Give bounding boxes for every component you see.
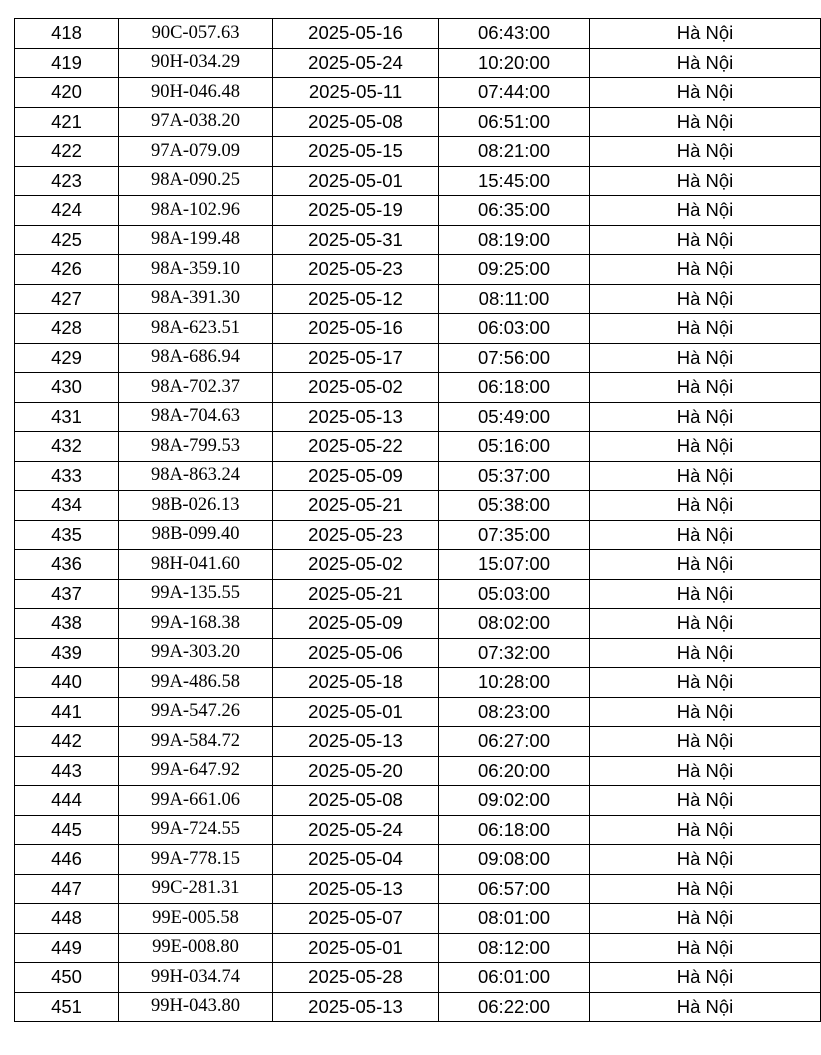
table-row (15, 550, 821, 580)
violations-table (14, 18, 821, 1022)
row-number-cell: 428 (15, 314, 119, 344)
time-cell: 07:44:00 (439, 78, 590, 108)
time-cell: 06:51:00 (439, 107, 590, 137)
row-number-cell: 427 (15, 284, 119, 314)
time-cell: 05:38:00 (439, 491, 590, 521)
date-cell: 2025-05-23 (273, 255, 439, 285)
time-cell: 08:19:00 (439, 225, 590, 255)
city-cell: Hà Nội (590, 874, 821, 904)
date-cell: 2025-05-01 (273, 697, 439, 727)
row-number-cell: 436 (15, 550, 119, 580)
date-cell: 2025-05-02 (273, 550, 439, 580)
table-row (15, 19, 821, 49)
city-cell: Hà Nội (590, 904, 821, 934)
row-number-cell: 432 (15, 432, 119, 462)
city-cell: Hà Nội (590, 107, 821, 137)
license-plate-cell: 99H-034.74 (119, 963, 273, 993)
date-cell: 2025-05-15 (273, 137, 439, 167)
table-row (15, 166, 821, 196)
table-row (15, 107, 821, 137)
city-cell: Hà Nội (590, 432, 821, 462)
license-plate-cell: 99A-778.15 (119, 845, 273, 875)
time-cell: 06:20:00 (439, 756, 590, 786)
time-cell: 05:03:00 (439, 579, 590, 609)
date-cell: 2025-05-09 (273, 461, 439, 491)
row-number-cell: 421 (15, 107, 119, 137)
time-cell: 09:25:00 (439, 255, 590, 285)
row-number-cell: 451 (15, 992, 119, 1022)
date-cell: 2025-05-16 (273, 19, 439, 49)
table-row (15, 668, 821, 698)
time-cell: 06:22:00 (439, 992, 590, 1022)
city-cell: Hà Nội (590, 225, 821, 255)
table-row (15, 255, 821, 285)
date-cell: 2025-05-17 (273, 343, 439, 373)
row-number-cell: 435 (15, 520, 119, 550)
table-row (15, 225, 821, 255)
city-cell: Hà Nội (590, 756, 821, 786)
row-number-cell: 430 (15, 373, 119, 403)
city-cell: Hà Nội (590, 284, 821, 314)
date-cell: 2025-05-19 (273, 196, 439, 226)
row-number-cell: 437 (15, 579, 119, 609)
city-cell: Hà Nội (590, 48, 821, 78)
date-cell: 2025-05-06 (273, 638, 439, 668)
time-cell: 06:18:00 (439, 373, 590, 403)
row-number-cell: 418 (15, 19, 119, 49)
license-plate-cell: 98B-026.13 (119, 491, 273, 521)
row-number-cell: 423 (15, 166, 119, 196)
table-row (15, 461, 821, 491)
row-number-cell: 422 (15, 137, 119, 167)
table-row (15, 432, 821, 462)
date-cell: 2025-05-01 (273, 166, 439, 196)
table-row (15, 933, 821, 963)
time-cell: 08:23:00 (439, 697, 590, 727)
table-row (15, 196, 821, 226)
city-cell: Hà Nội (590, 196, 821, 226)
license-plate-cell: 99A-303.20 (119, 638, 273, 668)
table-row (15, 697, 821, 727)
city-cell: Hà Nội (590, 786, 821, 816)
time-cell: 06:27:00 (439, 727, 590, 757)
city-cell: Hà Nội (590, 19, 821, 49)
time-cell: 08:01:00 (439, 904, 590, 934)
time-cell: 05:16:00 (439, 432, 590, 462)
row-number-cell: 433 (15, 461, 119, 491)
license-plate-cell: 98A-702.37 (119, 373, 273, 403)
city-cell: Hà Nội (590, 727, 821, 757)
city-cell: Hà Nội (590, 845, 821, 875)
license-plate-cell: 98A-090.25 (119, 166, 273, 196)
license-plate-cell: 98A-623.51 (119, 314, 273, 344)
city-cell: Hà Nội (590, 255, 821, 285)
time-cell: 06:57:00 (439, 874, 590, 904)
table-row (15, 874, 821, 904)
date-cell: 2025-05-08 (273, 786, 439, 816)
table-row (15, 756, 821, 786)
date-cell: 2025-05-04 (273, 845, 439, 875)
license-plate-cell: 98A-199.48 (119, 225, 273, 255)
license-plate-cell: 98A-704.63 (119, 402, 273, 432)
time-cell: 15:07:00 (439, 550, 590, 580)
table-row (15, 609, 821, 639)
time-cell: 08:02:00 (439, 609, 590, 639)
table-row (15, 638, 821, 668)
table-row (15, 373, 821, 403)
table-row (15, 992, 821, 1022)
license-plate-cell: 98A-799.53 (119, 432, 273, 462)
row-number-cell: 446 (15, 845, 119, 875)
time-cell: 06:03:00 (439, 314, 590, 344)
city-cell: Hà Nội (590, 166, 821, 196)
table-row (15, 579, 821, 609)
row-number-cell: 449 (15, 933, 119, 963)
row-number-cell: 445 (15, 815, 119, 845)
row-number-cell: 431 (15, 402, 119, 432)
license-plate-cell: 99A-135.55 (119, 579, 273, 609)
table-row (15, 491, 821, 521)
row-number-cell: 434 (15, 491, 119, 521)
time-cell: 08:12:00 (439, 933, 590, 963)
license-plate-cell: 98A-391.30 (119, 284, 273, 314)
city-cell: Hà Nội (590, 992, 821, 1022)
city-cell: Hà Nội (590, 314, 821, 344)
table-row (15, 402, 821, 432)
row-number-cell: 450 (15, 963, 119, 993)
date-cell: 2025-05-28 (273, 963, 439, 993)
time-cell: 06:01:00 (439, 963, 590, 993)
license-plate-cell: 99E-008.80 (119, 933, 273, 963)
date-cell: 2025-05-02 (273, 373, 439, 403)
date-cell: 2025-05-13 (273, 874, 439, 904)
license-plate-cell: 99A-647.92 (119, 756, 273, 786)
date-cell: 2025-05-20 (273, 756, 439, 786)
city-cell: Hà Nội (590, 933, 821, 963)
city-cell: Hà Nội (590, 461, 821, 491)
row-number-cell: 444 (15, 786, 119, 816)
license-plate-cell: 99A-547.26 (119, 697, 273, 727)
date-cell: 2025-05-11 (273, 78, 439, 108)
table-row (15, 727, 821, 757)
date-cell: 2025-05-13 (273, 727, 439, 757)
city-cell: Hà Nội (590, 963, 821, 993)
time-cell: 09:02:00 (439, 786, 590, 816)
city-cell: Hà Nội (590, 697, 821, 727)
license-plate-cell: 99A-486.58 (119, 668, 273, 698)
license-plate-cell: 99A-724.55 (119, 815, 273, 845)
time-cell: 05:37:00 (439, 461, 590, 491)
table-row (15, 48, 821, 78)
time-cell: 07:35:00 (439, 520, 590, 550)
city-cell: Hà Nội (590, 668, 821, 698)
date-cell: 2025-05-24 (273, 815, 439, 845)
table-body (15, 19, 821, 1022)
row-number-cell: 441 (15, 697, 119, 727)
table-row (15, 845, 821, 875)
row-number-cell: 424 (15, 196, 119, 226)
time-cell: 10:28:00 (439, 668, 590, 698)
city-cell: Hà Nội (590, 579, 821, 609)
date-cell: 2025-05-21 (273, 579, 439, 609)
time-cell: 05:49:00 (439, 402, 590, 432)
license-plate-cell: 99A-584.72 (119, 727, 273, 757)
license-plate-cell: 90H-046.48 (119, 78, 273, 108)
license-plate-cell: 99C-281.31 (119, 874, 273, 904)
license-plate-cell: 99A-168.38 (119, 609, 273, 639)
table-row (15, 786, 821, 816)
table-row (15, 314, 821, 344)
row-number-cell: 448 (15, 904, 119, 934)
license-plate-cell: 97A-038.20 (119, 107, 273, 137)
table-row (15, 963, 821, 993)
date-cell: 2025-05-12 (273, 284, 439, 314)
license-plate-cell: 90H-034.29 (119, 48, 273, 78)
license-plate-cell: 99H-043.80 (119, 992, 273, 1022)
date-cell: 2025-05-31 (273, 225, 439, 255)
city-cell: Hà Nội (590, 343, 821, 373)
row-number-cell: 439 (15, 638, 119, 668)
time-cell: 07:56:00 (439, 343, 590, 373)
row-number-cell: 442 (15, 727, 119, 757)
table-row (15, 137, 821, 167)
license-plate-cell: 90C-057.63 (119, 19, 273, 49)
city-cell: Hà Nội (590, 638, 821, 668)
time-cell: 07:32:00 (439, 638, 590, 668)
row-number-cell: 425 (15, 225, 119, 255)
license-plate-cell: 98A-359.10 (119, 255, 273, 285)
license-plate-cell: 98A-686.94 (119, 343, 273, 373)
license-plate-cell: 99A-661.06 (119, 786, 273, 816)
date-cell: 2025-05-22 (273, 432, 439, 462)
city-cell: Hà Nội (590, 373, 821, 403)
license-plate-cell: 97A-079.09 (119, 137, 273, 167)
time-cell: 08:21:00 (439, 137, 590, 167)
license-plate-cell: 98A-863.24 (119, 461, 273, 491)
row-number-cell: 438 (15, 609, 119, 639)
row-number-cell: 443 (15, 756, 119, 786)
time-cell: 06:43:00 (439, 19, 590, 49)
date-cell: 2025-05-23 (273, 520, 439, 550)
row-number-cell: 447 (15, 874, 119, 904)
date-cell: 2025-05-24 (273, 48, 439, 78)
table-row (15, 78, 821, 108)
license-plate-cell: 98B-099.40 (119, 520, 273, 550)
row-number-cell: 429 (15, 343, 119, 373)
date-cell: 2025-05-18 (273, 668, 439, 698)
date-cell: 2025-05-21 (273, 491, 439, 521)
date-cell: 2025-05-07 (273, 904, 439, 934)
license-plate-cell: 98A-102.96 (119, 196, 273, 226)
row-number-cell: 426 (15, 255, 119, 285)
city-cell: Hà Nội (590, 550, 821, 580)
license-plate-cell: 99E-005.58 (119, 904, 273, 934)
time-cell: 08:11:00 (439, 284, 590, 314)
city-cell: Hà Nội (590, 609, 821, 639)
row-number-cell: 420 (15, 78, 119, 108)
date-cell: 2025-05-13 (273, 402, 439, 432)
table-row (15, 904, 821, 934)
table-row (15, 520, 821, 550)
date-cell: 2025-05-01 (273, 933, 439, 963)
city-cell: Hà Nội (590, 137, 821, 167)
table-row (15, 284, 821, 314)
city-cell: Hà Nội (590, 491, 821, 521)
table-row (15, 343, 821, 373)
city-cell: Hà Nội (590, 815, 821, 845)
row-number-cell: 419 (15, 48, 119, 78)
city-cell: Hà Nội (590, 402, 821, 432)
row-number-cell: 440 (15, 668, 119, 698)
time-cell: 09:08:00 (439, 845, 590, 875)
date-cell: 2025-05-08 (273, 107, 439, 137)
time-cell: 15:45:00 (439, 166, 590, 196)
date-cell: 2025-05-13 (273, 992, 439, 1022)
city-cell: Hà Nội (590, 520, 821, 550)
date-cell: 2025-05-09 (273, 609, 439, 639)
time-cell: 06:35:00 (439, 196, 590, 226)
license-plate-cell: 98H-041.60 (119, 550, 273, 580)
time-cell: 10:20:00 (439, 48, 590, 78)
table-row (15, 815, 821, 845)
date-cell: 2025-05-16 (273, 314, 439, 344)
time-cell: 06:18:00 (439, 815, 590, 845)
city-cell: Hà Nội (590, 78, 821, 108)
